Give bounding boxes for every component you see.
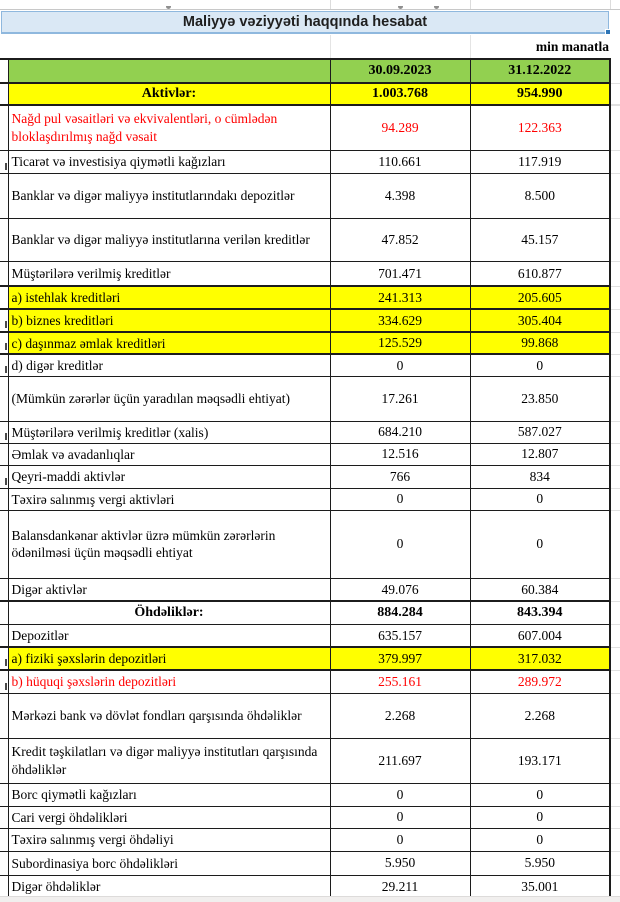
row-label[interactable]: Banklar və digər maliyyə institutlarındakı depozitlər (8, 173, 330, 218)
outside-grid-cell (610, 693, 620, 738)
value-current[interactable]: 211.697 (330, 738, 470, 783)
row-label[interactable]: a) istehlak kreditləri (8, 286, 330, 309)
table-row (0, 332, 620, 354)
outside-grid-cell (610, 465, 620, 488)
value-current[interactable]: 241.313 (330, 286, 470, 309)
clipped-left-cell (0, 421, 8, 443)
row-label[interactable]: b) hüquqi şəxslərin depozitləri (8, 670, 330, 693)
clipped-left-cell (0, 738, 8, 783)
outside-grid-cell (610, 354, 620, 376)
value-previous[interactable]: 289.972 (470, 670, 610, 693)
table-row (0, 738, 620, 783)
clipped-text-fragment (5, 659, 7, 666)
value-previous[interactable]: 954.990 (470, 83, 610, 105)
outside-grid-cell (610, 806, 620, 828)
value-previous[interactable]: 607.004 (470, 624, 610, 647)
clipped-left-cell (0, 83, 8, 105)
report-title: Maliyyə vəziyyəti haqqında hesabat (182, 14, 428, 30)
value-previous[interactable]: 0 (470, 828, 610, 851)
clipped-left-cell (0, 286, 8, 309)
outside-grid-cell (610, 421, 620, 443)
value-current[interactable]: 47.852 (330, 218, 470, 261)
clipped-left-cell (0, 875, 8, 897)
outside-grid-cell (610, 376, 620, 421)
clipped-left-cell (0, 601, 8, 624)
table-row (0, 510, 620, 578)
table-row (0, 286, 620, 309)
row-label[interactable]: Təxirə salınmış vergi aktivləri (8, 488, 330, 510)
value-current[interactable]: 1.003.768 (330, 83, 470, 105)
row-label[interactable]: Subordinasiya borc öhdəlikləri (8, 851, 330, 875)
value-previous[interactable]: 610.877 (470, 261, 610, 286)
clipped-text-fragment (5, 366, 7, 373)
outside-grid-cell (610, 488, 620, 510)
row-label[interactable]: a) fiziki şəxslərin depozitləri (8, 647, 330, 670)
outside-grid-cell (610, 510, 620, 578)
table-row (0, 354, 620, 376)
clipped-text-fragment (166, 6, 171, 9)
row-label[interactable]: Balansdankənar aktivlər üzrə mümkün zərərlərin ödənilməsi üçün məqsədli ehtiyat (8, 510, 330, 578)
clipped-text-fragment (5, 683, 7, 690)
date-header-row (0, 59, 620, 83)
table-row (0, 173, 620, 218)
value-current[interactable]: 0 (330, 510, 470, 578)
value-previous[interactable]: 45.157 (470, 218, 610, 261)
value-current[interactable]: 29.211 (330, 875, 470, 897)
value-previous[interactable]: 117.919 (470, 150, 610, 173)
value-previous[interactable]: 23.850 (470, 376, 610, 421)
value-current[interactable]: 635.157 (330, 624, 470, 647)
outside-grid-cell (610, 624, 620, 647)
row-label[interactable]: d) digər kreditlər (8, 354, 330, 376)
value-current[interactable]: 49.076 (330, 578, 470, 601)
clipped-row-above (0, 0, 620, 10)
outside-grid-cell (610, 105, 620, 150)
table-row (0, 851, 620, 875)
clipped-left-cell (0, 332, 8, 354)
row-label[interactable]: Müştərilərə verilmiş kreditlər (8, 261, 330, 286)
value-current[interactable]: 0 (330, 488, 470, 510)
header-label-cell[interactable] (8, 59, 330, 83)
table-row (0, 443, 620, 465)
value-previous[interactable]: 834 (470, 465, 610, 488)
clipped-left-cell (0, 851, 8, 875)
table-row (0, 806, 620, 828)
row-label[interactable]: Öhdəliklər: (8, 601, 330, 624)
table-row (0, 218, 620, 261)
row-label[interactable]: Banklar və digər maliyyə institutlarına verilən kreditlər (8, 218, 330, 261)
window-edge (0, 896, 620, 902)
value-previous[interactable]: 317.032 (470, 647, 610, 670)
row-label[interactable]: Digər aktivlər (8, 578, 330, 601)
clipped-left-cell (0, 578, 8, 601)
clipped-left-cell (0, 783, 8, 806)
value-current[interactable]: 334.629 (330, 309, 470, 332)
table-row (0, 150, 620, 173)
table-row (0, 578, 620, 601)
col-header-current[interactable]: 30.09.2023 (330, 59, 470, 83)
row-label[interactable]: c) daşınmaz əmlak kreditləri (8, 332, 330, 354)
outside-grid-cell (610, 647, 620, 670)
outside-grid-cell (610, 670, 620, 693)
value-current[interactable]: 701.471 (330, 261, 470, 286)
outside-grid-cell (610, 83, 620, 105)
value-previous[interactable]: 122.363 (470, 105, 610, 150)
table-row (0, 309, 620, 332)
table-row (0, 488, 620, 510)
outside-grid-cell (610, 783, 620, 806)
value-previous[interactable]: 12.807 (470, 443, 610, 465)
value-current[interactable]: 2.268 (330, 693, 470, 738)
clipped-left-cell (0, 465, 8, 488)
value-previous[interactable]: 0 (470, 510, 610, 578)
value-previous[interactable]: 0 (470, 488, 610, 510)
outside-grid-cell (610, 309, 620, 332)
value-previous[interactable]: 843.394 (470, 601, 610, 624)
table-row (0, 421, 620, 443)
outside-grid-cell (610, 828, 620, 851)
outside-grid-cell (610, 578, 620, 601)
clipped-text-fragment (5, 163, 7, 170)
outside-grid-cell (610, 601, 620, 624)
clipped-left-cell (0, 488, 8, 510)
row-label[interactable]: Ticarət və investisiya qiymətli kağızları (8, 150, 330, 173)
unit-note-row (0, 35, 620, 58)
row-label[interactable]: Aktivlər: (8, 83, 330, 105)
row-label[interactable]: Borc qiymətli kağızları (8, 783, 330, 806)
value-previous[interactable]: 205.605 (470, 286, 610, 309)
clipped-left-cell (0, 510, 8, 578)
clipped-text-fragment (434, 6, 439, 9)
value-previous[interactable]: 8.500 (470, 173, 610, 218)
clipped-text-fragment (5, 478, 7, 485)
value-current[interactable]: 0 (330, 783, 470, 806)
row-label[interactable]: Mərkəzi bank və dövlət fondları qarşısında öhdəliklər (8, 693, 330, 738)
financial-position-table (0, 58, 620, 897)
table-row (0, 601, 620, 624)
table-row (0, 261, 620, 286)
value-current[interactable]: 0 (330, 806, 470, 828)
value-current[interactable]: 17.261 (330, 376, 470, 421)
table-row (0, 624, 620, 647)
row-label[interactable]: Əmlak və avadanlıqlar (8, 443, 330, 465)
row-label[interactable]: b) biznes kreditləri (8, 309, 330, 332)
value-current[interactable]: 379.997 (330, 647, 470, 670)
table-row (0, 465, 620, 488)
unit-note: min manatla (535, 39, 609, 54)
value-previous[interactable]: 193.171 (470, 738, 610, 783)
gridline (330, 0, 331, 9)
outside-grid-cell (610, 173, 620, 218)
table-row (0, 376, 620, 421)
outside-grid-cell (610, 218, 620, 261)
table-row (0, 783, 620, 806)
clipped-left-cell (0, 376, 8, 421)
row-label[interactable]: Müştərilərə verilmiş kreditlər (xalis) (8, 421, 330, 443)
value-current[interactable]: 766 (330, 465, 470, 488)
row-label[interactable]: Nağd pul vəsaitləri və ekvivalentləri, o cümlədən bloklaşdırılmış nağd vəsait (8, 105, 330, 150)
value-current[interactable]: 684.210 (330, 421, 470, 443)
outside-grid-cell (610, 150, 620, 173)
value-previous[interactable]: 2.268 (470, 693, 610, 738)
gridline (330, 35, 331, 58)
value-previous[interactable]: 99.868 (470, 332, 610, 354)
col-header-previous[interactable]: 31.12.2022 (470, 59, 610, 83)
gridline (470, 35, 471, 58)
table-row (0, 647, 620, 670)
value-previous[interactable]: 587.027 (470, 421, 610, 443)
outside-grid-cell (610, 738, 620, 783)
clipped-text-fragment (5, 321, 7, 328)
row-label[interactable]: Kredit təşkilatları və digər maliyyə institutları qarşısında öhdəliklər (8, 738, 330, 783)
table-row (0, 828, 620, 851)
clipped-text-fragment (398, 6, 403, 9)
clipped-left-cell (0, 354, 8, 376)
outside-grid-cell (610, 851, 620, 875)
value-current[interactable]: 884.284 (330, 601, 470, 624)
value-previous[interactable]: 35.001 (470, 875, 610, 897)
outside-grid-cell (610, 875, 620, 897)
table-row (0, 670, 620, 693)
table-row (0, 875, 620, 897)
clipped-text-fragment (5, 343, 7, 350)
value-current[interactable]: 5.950 (330, 851, 470, 875)
value-current[interactable]: 255.161 (330, 670, 470, 693)
outside-grid-cell (610, 443, 620, 465)
clipped-left-cell (0, 806, 8, 828)
clipped-left-cell (0, 647, 8, 670)
value-current[interactable]: 0 (330, 828, 470, 851)
clipped-left-cell (0, 150, 8, 173)
value-previous[interactable]: 5.950 (470, 851, 610, 875)
clipped-text-fragment (5, 433, 7, 440)
value-previous[interactable]: 0 (470, 354, 610, 376)
row-label[interactable]: Cari vergi öhdəlikləri (8, 806, 330, 828)
clipped-left-cell (0, 59, 8, 83)
row-label[interactable]: Digər öhdəliklər (8, 875, 330, 897)
clipped-left-cell (0, 309, 8, 332)
clipped-left-cell (0, 693, 8, 738)
value-previous[interactable]: 0 (470, 806, 610, 828)
table-row (0, 105, 620, 150)
gridline (470, 0, 471, 9)
value-current[interactable]: 125.529 (330, 332, 470, 354)
clipped-left-cell (0, 105, 8, 150)
table-row (0, 693, 620, 738)
value-current[interactable]: 12.516 (330, 443, 470, 465)
report-title-cell[interactable] (1, 11, 609, 34)
value-previous[interactable]: 60.384 (470, 578, 610, 601)
clipped-left-cell (0, 828, 8, 851)
outside-grid-cell (610, 286, 620, 309)
clipped-left-cell (0, 624, 8, 647)
clipped-left-cell (0, 218, 8, 261)
value-current[interactable]: 110.661 (330, 150, 470, 173)
row-label[interactable]: Qeyri-maddi aktivlər (8, 465, 330, 488)
value-previous[interactable]: 0 (470, 783, 610, 806)
value-current[interactable]: 4.398 (330, 173, 470, 218)
value-current[interactable]: 0 (330, 354, 470, 376)
value-current[interactable]: 94.289 (330, 105, 470, 150)
clipped-left-cell (0, 670, 8, 693)
gridline (610, 0, 611, 9)
outside-grid-cell (610, 332, 620, 354)
clipped-left-cell (0, 443, 8, 465)
clipped-left-cell (0, 173, 8, 218)
value-previous[interactable]: 305.404 (470, 309, 610, 332)
outside-grid-cell (610, 261, 620, 286)
row-label[interactable]: Depozitlər (8, 624, 330, 647)
row-label[interactable]: (Mümkün zərərlər üçün yaradılan məqsədli ehtiyat) (8, 376, 330, 421)
table-row (0, 83, 620, 105)
row-label[interactable]: Təxirə salınmış vergi öhdəliyi (8, 828, 330, 851)
outside-grid-cell (610, 59, 620, 83)
clipped-left-cell (0, 261, 8, 286)
